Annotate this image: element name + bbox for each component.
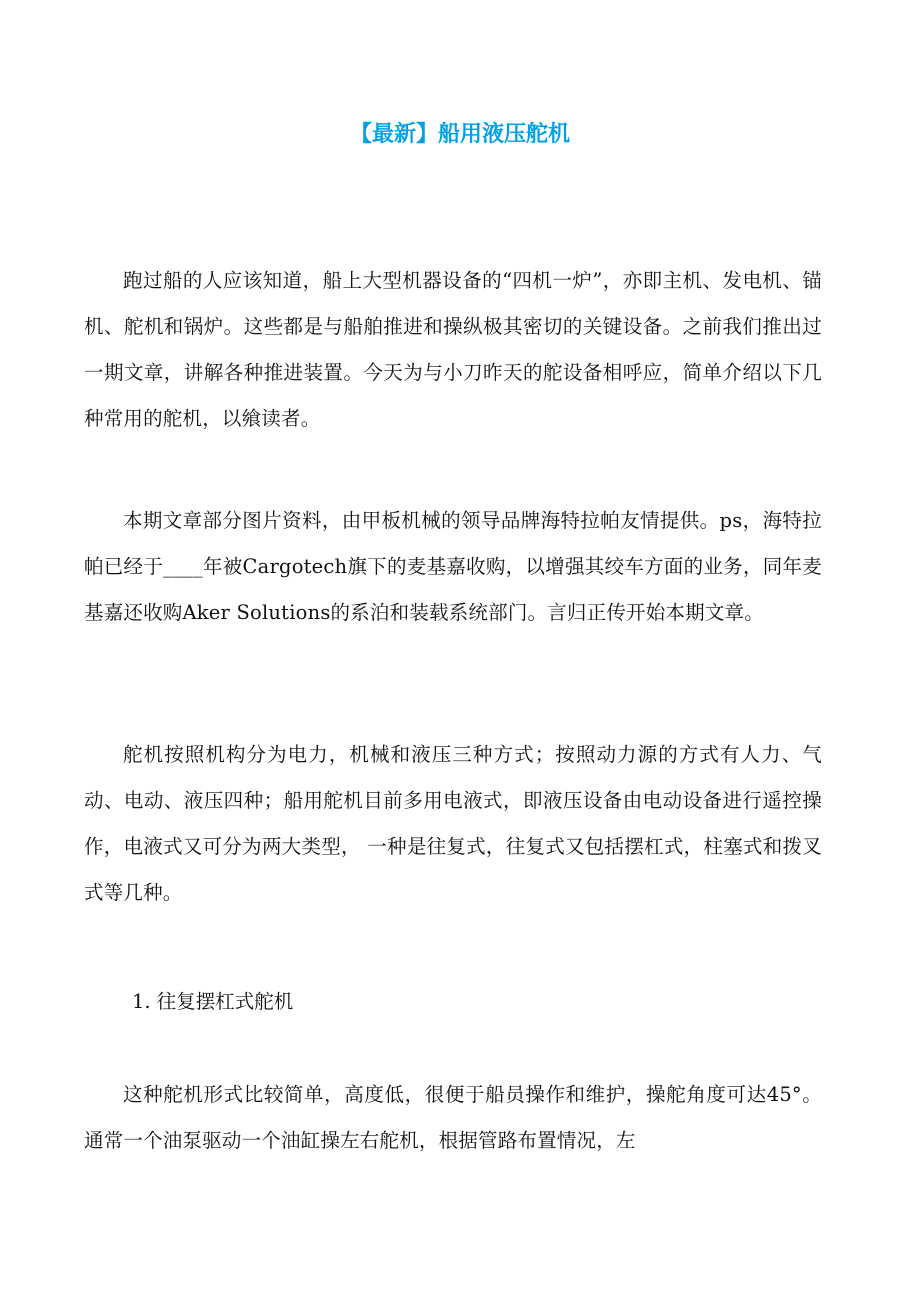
paragraph-section-body: 这种舵机形式比较简单，高度低，很便于船员操作和维护，操舵角度可达45°。通常一个油泵驱动一个油缸操左右舵机，根据管路布置情况，左 xyxy=(84,1083,822,1152)
paragraph-source-note: 本期文章部分图片资料，由甲板机械的领导品牌海特拉帕友情提供。ps，海特拉帕已经于____年被Cargotech旗下的麦基嘉收购，以增强其绞车方面的业务，同年麦基嘉还收购Aker Solutions的系泊和装载系统部门。言归正传开始本期文章。 xyxy=(84,509,822,624)
section-heading: 1. 往复摆杠式舵机 xyxy=(132,990,294,1013)
paragraph-classification: 舵机按照机构分为电力，机械和液压三种方式；按照动力源的方式有人力、气动、电动、液压四种；船用舵机目前多用电液式，即液压设备由电动设备进行遥控操作，电液式又可分为两大类型， 一种是往复式，往复式又包括摆杠式，柱塞式和拨叉式等几种。 xyxy=(84,743,822,904)
document-title: 【最新】船用液压舵机 xyxy=(349,121,570,147)
paragraph-intro: 跑过船的人应该知道，船上大型机器设备的“四机一炉”，亦即主机、发电机、锚机、舵机和锅炉。这些都是与船舶推进和操纵极其密切的关键设备。之前我们推出过一期文章，讲解各种推进装置。今天为与小刀昨天的舵设备相呼应，简单介绍以下几种常用的舵机，以飨读者。 xyxy=(84,269,822,430)
